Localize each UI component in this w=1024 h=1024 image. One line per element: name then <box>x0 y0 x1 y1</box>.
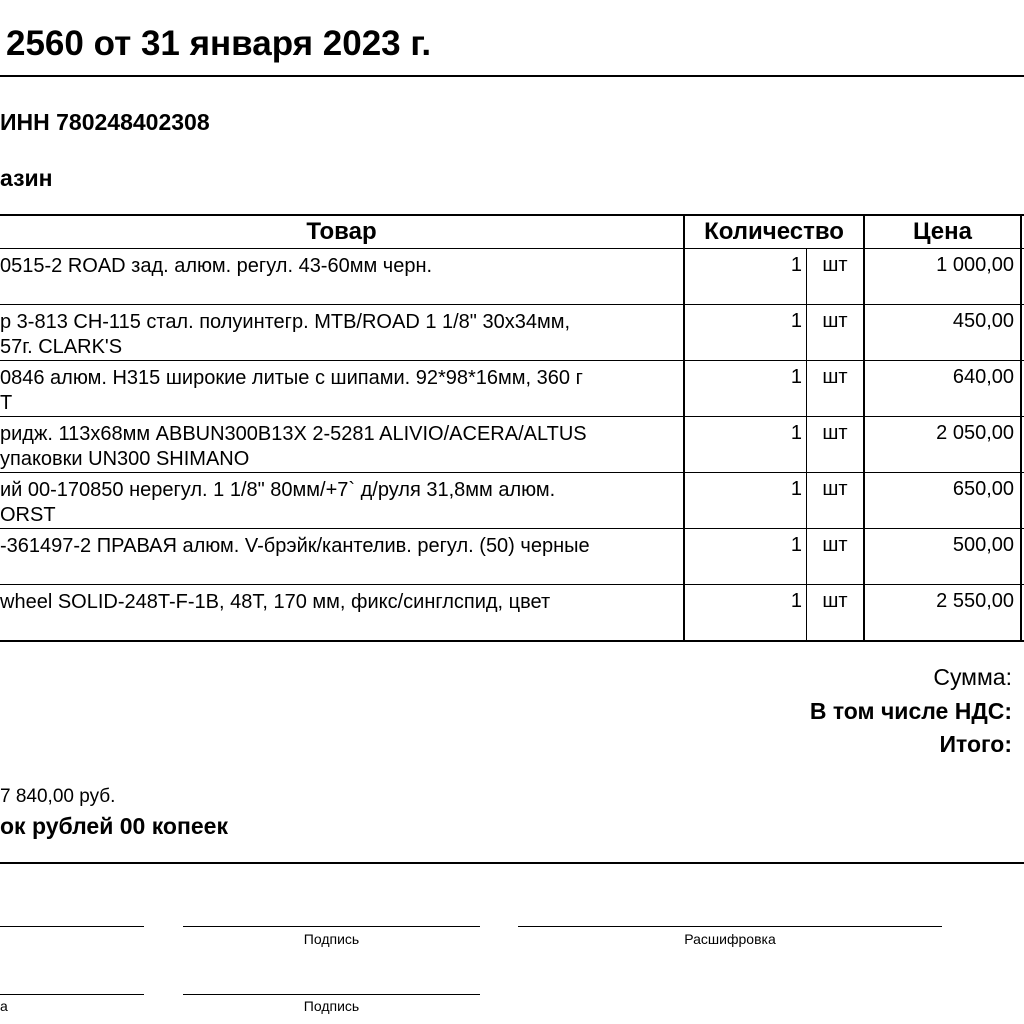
description-line: T <box>0 392 13 414</box>
row-unit: шт <box>822 534 848 556</box>
description-line: ий 00-170850 нерегул. 1 1/8" 80мм/+7` д/руля 31,8мм алюм. <box>0 479 556 501</box>
row-divider <box>0 472 1024 473</box>
description-line: 57г. CLARK'S <box>0 336 123 358</box>
row-quantity: 1 <box>790 534 802 556</box>
amount-in-words: ок рублей 00 копеек <box>0 813 228 839</box>
supplier-line: ИНН 780248402308 <box>0 109 210 135</box>
title-divider <box>0 75 1024 77</box>
column-divider <box>863 214 865 642</box>
row-quantity: 1 <box>790 422 802 444</box>
row-unit: шт <box>822 310 848 332</box>
row-divider <box>0 528 1024 529</box>
description-line: -361497-2 ПРАВАЯ алюм. V-брэйк/кантелив. регул. (50) черные <box>0 535 590 557</box>
row-unit: шт <box>822 366 848 388</box>
decoding-line <box>518 926 942 927</box>
table-row-description <box>0 422 680 472</box>
description-line: 0515-2 ROAD зад. алюм. регул. 43-60мм черн. <box>0 255 433 277</box>
decoding-caption: Расшифровка <box>684 931 776 947</box>
items-table <box>0 214 1024 642</box>
description-line: wheel SOLID-248T-F-1B, 48T, 170 мм, фикс/синглспид, цвет <box>0 591 551 613</box>
header-product: Товар <box>306 218 377 245</box>
signature-line <box>183 994 480 995</box>
footer-divider <box>0 862 1024 864</box>
table-row-description <box>0 366 680 416</box>
total-label: Итого: <box>939 731 1012 757</box>
row-quantity: 1 <box>790 590 802 612</box>
table-border-top <box>0 214 1024 216</box>
row-price: 500,00 <box>952 534 1014 556</box>
row-divider <box>0 584 1024 585</box>
signature-line <box>183 926 480 927</box>
row-price: 650,00 <box>952 478 1014 500</box>
table-row-description <box>0 534 680 559</box>
row-quantity: 1 <box>790 478 802 500</box>
row-divider <box>0 304 1024 305</box>
row-divider <box>0 416 1024 417</box>
row-divider <box>0 360 1024 361</box>
description-line: 0846 алюм. H315 широкие литые с шипами. 92*98*16мм, 360 г <box>0 367 583 389</box>
row-unit: шт <box>822 478 848 500</box>
row-price: 2 050,00 <box>936 422 1014 444</box>
table-row-description <box>0 590 680 615</box>
signature-caption: Подпись <box>303 931 360 947</box>
column-divider <box>683 214 685 642</box>
buyer-line: азин <box>0 165 53 191</box>
row-price: 450,00 <box>952 310 1014 332</box>
row-price: 2 550,00 <box>936 590 1014 612</box>
row-price: 1 000,00 <box>936 254 1014 276</box>
table-row-description <box>0 478 680 528</box>
signature-line <box>0 994 144 995</box>
table-border-bottom <box>0 640 1024 642</box>
amount-numeric: 7 840,00 руб. <box>0 786 116 807</box>
row-unit: шт <box>822 422 848 444</box>
row-unit: шт <box>822 590 848 612</box>
qty-unit-divider <box>806 249 807 640</box>
row-price: 640,00 <box>952 366 1014 388</box>
left-caption: a <box>0 998 8 1014</box>
sum-label: Сумма: <box>933 664 1012 690</box>
column-divider <box>1020 214 1022 642</box>
row-unit: шт <box>822 254 848 276</box>
table-row-description <box>0 310 680 360</box>
description-line: р 3-813 CH-115 стал. полуинтегр. MTB/ROAD 1 1/8" 30x34мм, <box>0 311 571 333</box>
description-line: ORST <box>0 504 56 526</box>
header-price: Цена <box>912 218 972 245</box>
description-line: ридж. 113x68мм ABBUN300B13X 2-5281 ALIVIO/ACERA/ALTUS <box>0 423 587 445</box>
document-title: 2560 от 31 января 2023 г. <box>6 24 432 63</box>
table-row-description <box>0 254 680 279</box>
signature-caption: Подпись <box>303 998 360 1014</box>
description-line: упаковки UN300 SHIMANO <box>0 448 250 470</box>
vat-label: В том числе НДС: <box>809 698 1012 724</box>
signature-line <box>0 926 144 927</box>
header-quantity: Количество <box>704 218 844 245</box>
row-quantity: 1 <box>790 366 802 388</box>
row-quantity: 1 <box>790 254 802 276</box>
table-header-divider <box>0 248 1024 249</box>
row-quantity: 1 <box>790 310 802 332</box>
